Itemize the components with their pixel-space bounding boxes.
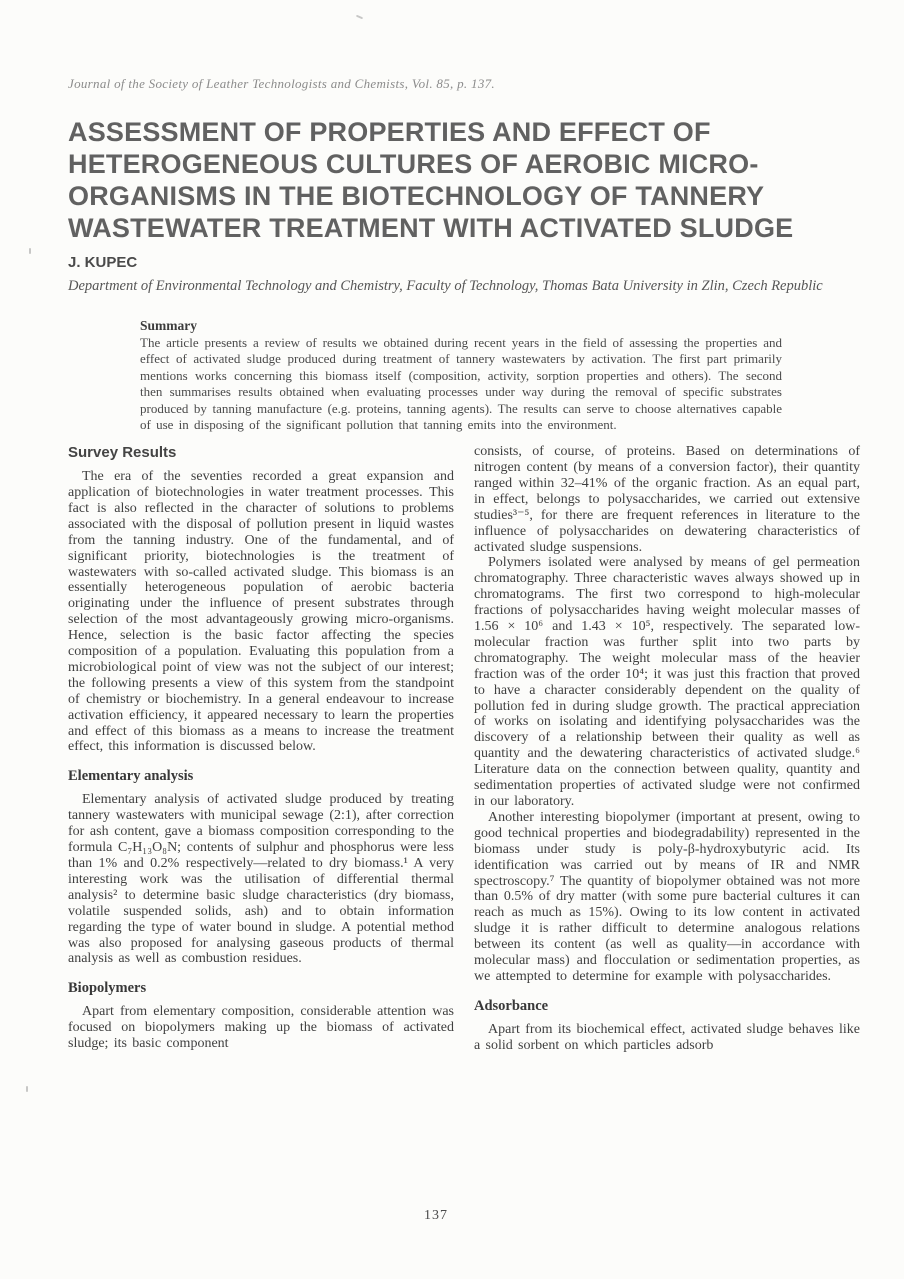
- paragraph-adsorbance: Apart from its biochemical effect, activated sludge behaves like a solid sorbent on which particles adsorb: [474, 1021, 860, 1053]
- paragraph-biopolymer-phb: Another interesting biopolymer (important at present, owing to good technical properties and biodegradability) represented in the biomass under study is poly-β-hydroxybutyric acid. Its identification was carried out by means of IR and NMR spectroscopy.⁷ The quantity of biopolymer obtained was not more than 0.5% of dry matter (with some pure bacterial cultures it can reach as much as 15%). Owing to its low content in activated sludge it is rather difficult to determine analogous relations between its content (as well as quality—in accordance with molecular mass) and flocculation or sedimentation properties, as we attempted to determine for example with polysaccharides.: [474, 809, 860, 984]
- paragraph-biopolymers: Apart from elementary composition, considerable attention was focused on biopolymers making up the biomass of activated sludge; its basic component: [68, 1004, 454, 1052]
- section-heading-elementary-analysis: Elementary analysis: [68, 768, 194, 785]
- author-name: J. KUPEC: [68, 254, 138, 271]
- paragraph-elementary-analysis: Elementary analysis of activated sludge produced by treating tannery wastewaters with municipal sewage (2:1), after correction for ash content, gave a biomass composition corresponding to the formula C₇H₁₃O₈N; contents of sulphur and phosphorus were less than 1% and 0.2% respectively—related to dry biomass.¹ A very interesting work was the utilisation of differential thermal analysis² to determine basic sludge characteristics (dry biomass, volatile suspended solids, ash) and to obtain information regarding the type of water bound in sludge. A potential method was also proposed for analysing gaseous products of thermal analysis as well as combustion residues.: [68, 792, 454, 967]
- paragraph-survey-results: The era of the seventies recorded a great expansion and application of biotechnologies in water treatment processes. This fact is also reflected in the character of solutions to problems associated with the disposal of pollution present in liquid wastes from the tanning industry. One of the fundamental, and of significant priority, biotechnologies is the treatment of wastewaters with so-called activated sludge. This biomass is an essentially heterogeneous population of aerobic bacteria originating under the influence of present substrates through selection of the most advantageously growing micro-organisms. Hence, selection is the basic factor affecting the species composition of a population. Evaluating this population from a microbiological point of view was not the subject of our interest; the following presents a view of this system from the standpoint of chemistry or biochemistry. In a general endeavour to increase activation efficiency, it appeared necessary to learn the properties and effect of this biomass as a means to increase the treatment effect, this information is discussed below.: [68, 469, 454, 755]
- summary-heading: Summary: [140, 317, 197, 333]
- paragraph-polymers-chromatography: Polymers isolated were analysed by means of gel permeation chromatography. Three characteristic waves always showed up in chromatograms. The first two correspond to high-molecular fractions of polysaccharides having weight molecular masses of 1.56 × 10⁶ and 1.43 × 10⁵, respectively. The separated low-molecular fraction was further split into two parts by chromatography. The weight molecular mass of the heavier fraction was of the order 10⁴; it was just this fraction that proved to have a character considerably dependent on the quality of pollution fed in during sludge growth. The practical appreciation of works on isolating and identifying polysaccharides was the discovery of a relationship between their quality as well as quantity and the dewatering characteristics of activated sludge.⁶ Literature data on the connection between quality, quantity and sedimentation properties of activated sludge were not confirmed in our laboratory.: [474, 555, 860, 809]
- left-column: [68, 444, 454, 1054]
- summary-block: [140, 318, 782, 435]
- scan-artifact: [29, 248, 31, 254]
- article-title-line-4: WASTEWATER TREATMENT WITH ACTIVATED SLUDGE: [68, 213, 794, 243]
- summary-text: The article presents a review of results we obtained during recent years in the field of assessing the properties and effect of activated sludge produced during treatment of tannery wastewaters by activation. The first part primarily mentions works concerning this biomass itself (composition, activity, sorption properties and others). The second then summarises results obtained when evaluating processes under way during the removal of specific substrates produced by tanning manufacture (e.g. proteins, tanning agents). The results can serve to choose alternatives capable of use in disposing of the significant pollution that tanning emits into the environment.: [140, 334, 782, 433]
- article-title: [68, 116, 860, 244]
- article-title-line-3: ORGANISMS IN THE BIOTECHNOLOGY OF TANNERY: [68, 181, 765, 211]
- section-heading-survey-results: Survey Results: [68, 444, 177, 462]
- journal-citation-line: Journal of the Society of Leather Technologists and Chemists, Vol. 85, p. 137.: [68, 76, 495, 91]
- scan-artifact: [26, 1086, 28, 1092]
- page-number: 137: [424, 1208, 448, 1223]
- section-heading-adsorbance: Adsorbance: [474, 997, 549, 1014]
- author-affiliation: Department of Environmental Technology and Chemistry, Faculty of Technology, Thomas Bata University in Zlin, Czech Republic: [68, 278, 823, 294]
- paragraph-proteins-continuation: consists, of course, of proteins. Based on determinations of nitrogen content (by means of a conversion factor), their quantity ranged within 32–41% of the organic fraction. As an equal part, in effect, belongs to polysaccharides, we carried out extensive studies³⁻⁵, for there are frequent references in literature to the influence of polysaccharides on dewatering characteristics of activated sludge suspensions.: [474, 444, 860, 555]
- article-title-line-2: HETEROGENEOUS CULTURES OF AEROBIC MICRO-: [68, 149, 759, 179]
- two-column-body: [68, 444, 860, 1054]
- right-column: [474, 444, 860, 1054]
- section-heading-biopolymers: Biopolymers: [68, 980, 147, 997]
- article-title-line-1: ASSESSMENT OF PROPERTIES AND EFFECT OF: [68, 117, 711, 147]
